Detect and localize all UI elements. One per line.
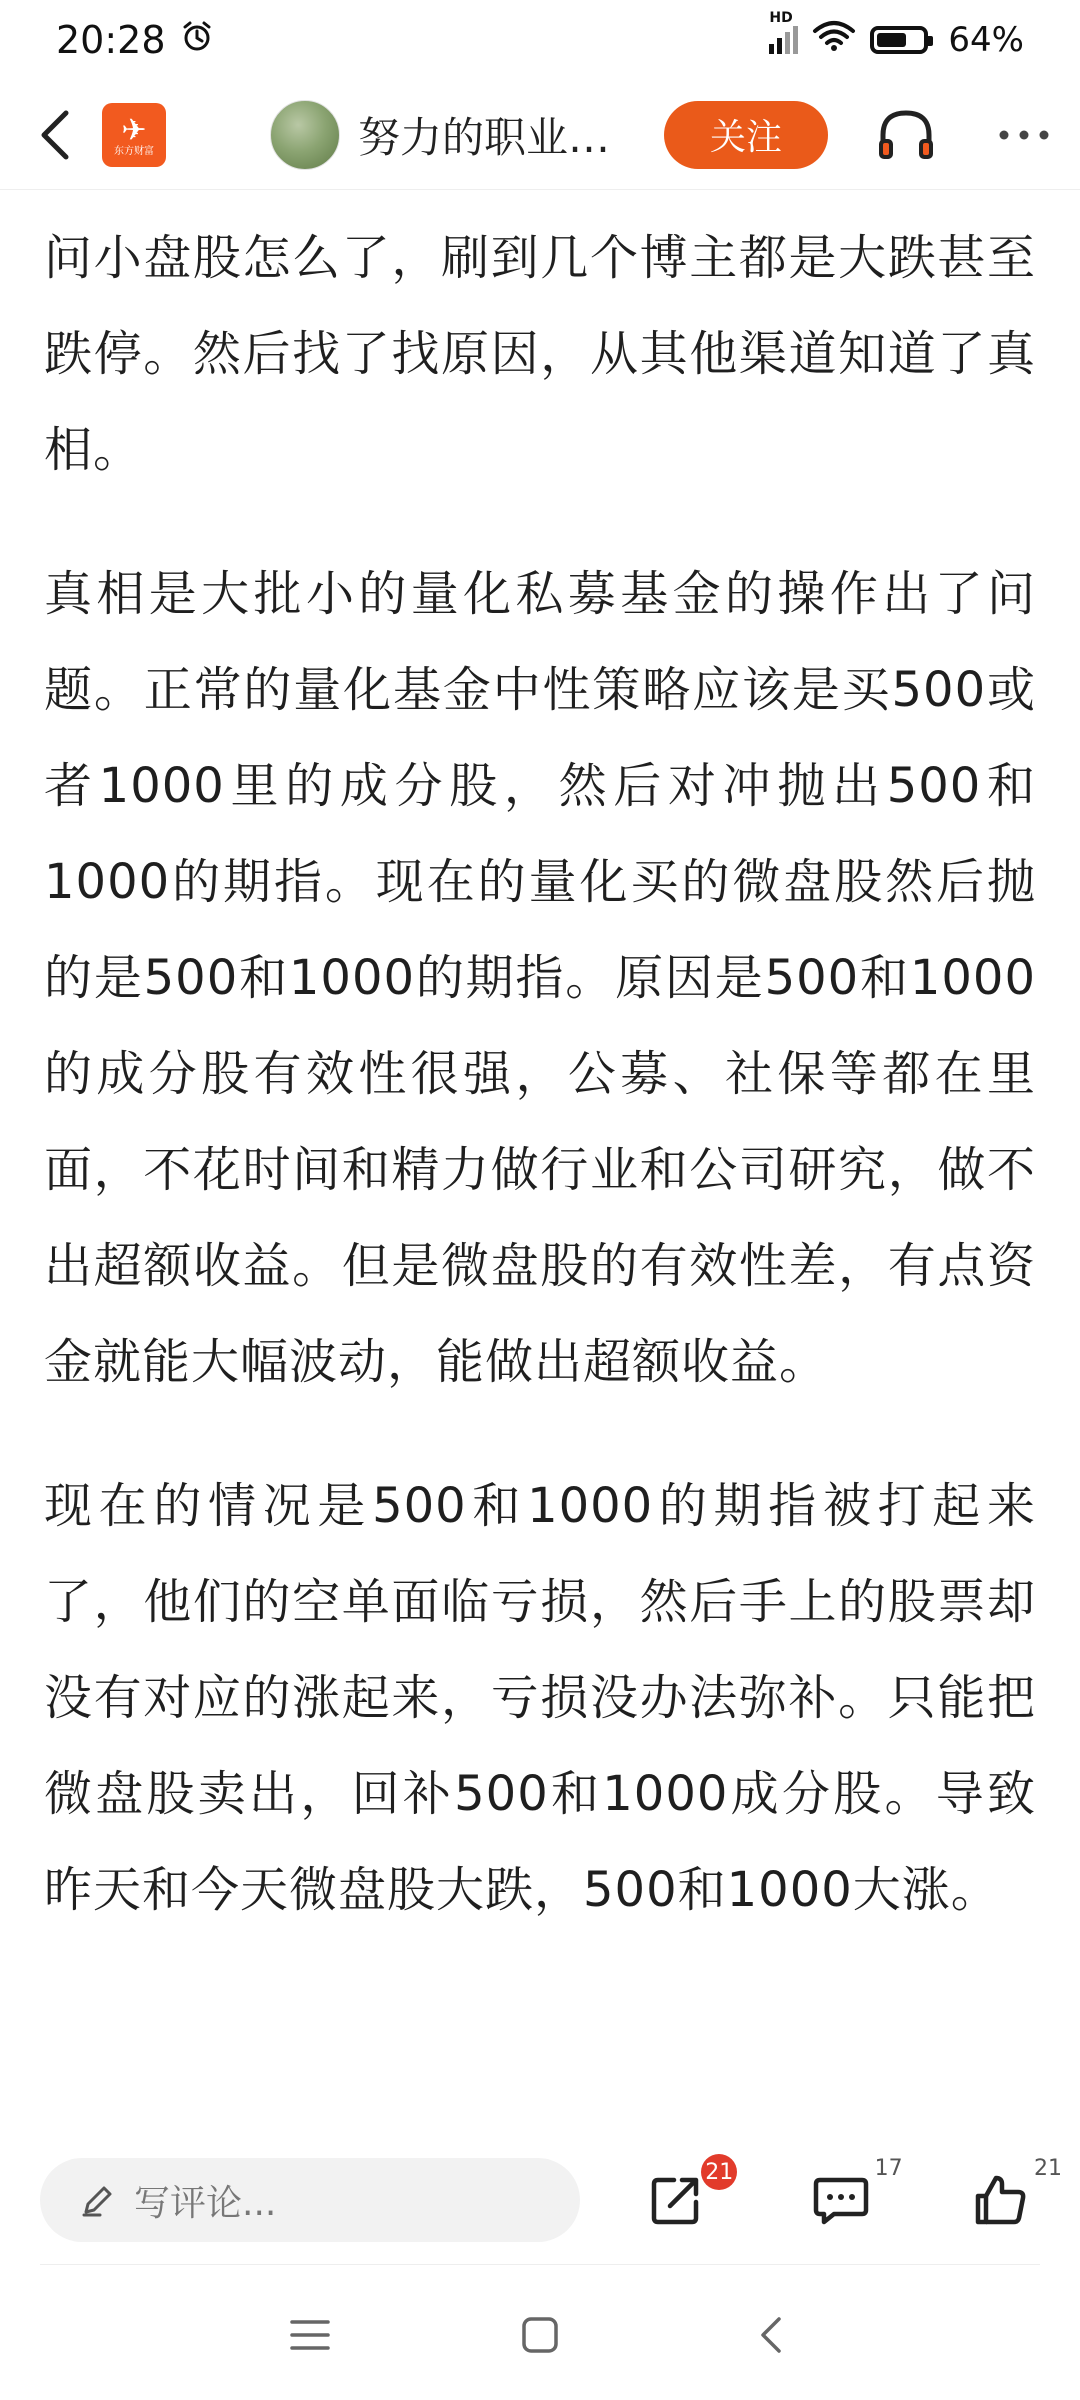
comments-button[interactable] bbox=[801, 2156, 903, 2240]
author-info[interactable] bbox=[270, 100, 638, 170]
avatar[interactable] bbox=[270, 100, 340, 170]
system-nav-bar bbox=[0, 2270, 1080, 2400]
comment-placeholder: 写评论... bbox=[134, 2182, 277, 2224]
system-back-button[interactable] bbox=[730, 2295, 810, 2375]
like-count: 21 bbox=[1034, 2156, 1063, 2181]
divider bbox=[40, 2264, 1040, 2265]
comment-count: 17 bbox=[874, 2156, 903, 2181]
thumbs-up-icon bbox=[972, 2172, 1028, 2228]
signal-icon bbox=[769, 10, 798, 54]
share-button[interactable] bbox=[636, 2159, 734, 2240]
app-logo-glyph: ✈ bbox=[121, 112, 147, 148]
status-bar bbox=[0, 0, 1080, 80]
follow-button[interactable]: 关注 bbox=[664, 101, 828, 169]
back-icon bbox=[36, 109, 76, 161]
back-button[interactable] bbox=[24, 103, 88, 167]
alarm-icon bbox=[180, 18, 214, 62]
battery-percent: 64% bbox=[948, 20, 1024, 60]
app-logo[interactable] bbox=[102, 103, 166, 167]
article-header bbox=[0, 80, 1080, 190]
network-type: HD bbox=[769, 10, 793, 26]
menu-icon bbox=[289, 2318, 331, 2352]
more-button[interactable] bbox=[992, 103, 1056, 167]
home-button[interactable] bbox=[500, 2295, 580, 2375]
more-icon bbox=[997, 128, 1051, 142]
comment-icon bbox=[812, 2172, 870, 2228]
article-body bbox=[0, 190, 1080, 1986]
author-name[interactable]: 努力的职业… bbox=[358, 112, 611, 162]
like-button[interactable] bbox=[961, 2156, 1063, 2240]
listen-button[interactable] bbox=[874, 103, 938, 167]
paragraph: 现在的情况是500和1000的期指被打起来了，他们的空单面临亏损，然后手上的股票却没有对应的涨起来，亏损没办法弥补。只能把微盘股卖出，回补500和1000成分股。导致昨天和今天微盘股大跌，500和1000大涨。 bbox=[44, 1478, 1036, 1918]
share-icon bbox=[648, 2172, 704, 2228]
battery-icon bbox=[870, 26, 928, 54]
back-arrow-icon bbox=[757, 2315, 783, 2355]
wifi-icon bbox=[812, 19, 856, 62]
pencil-icon bbox=[80, 2182, 116, 2218]
paragraph: 真相是大批小的量化私募基金的操作出了问题。正常的量化基金中性策略应该是买500或者1000里的成分股，然后对冲抛出500和1000的期指。现在的量化买的微盘股然后抛的是500和1000的期指。原因是500和1000的成分股有效性很强，公募、社保等都在里面，不花时间和精力做行业和公司研究，做不出超额收益。但是微盘股的有效性差，有点资金就能大幅波动，能做出超额收益。 bbox=[44, 566, 1036, 1390]
comment-bar bbox=[0, 2140, 1080, 2260]
app-logo-text: 东方财富 bbox=[114, 145, 154, 157]
share-count-badge: 21 bbox=[701, 2154, 737, 2190]
headphone-icon bbox=[875, 107, 937, 163]
status-right bbox=[769, 10, 1024, 62]
home-square-icon bbox=[521, 2316, 559, 2354]
comment-input[interactable] bbox=[40, 2158, 580, 2242]
status-time: 20:28 bbox=[56, 18, 166, 62]
status-left bbox=[56, 18, 214, 62]
paragraph: 问小盘股怎么了，刷到几个博主都是大跌甚至跌停。然后找了找原因，从其他渠道知道了真相。 bbox=[44, 230, 1036, 478]
recent-apps-button[interactable] bbox=[270, 2295, 350, 2375]
